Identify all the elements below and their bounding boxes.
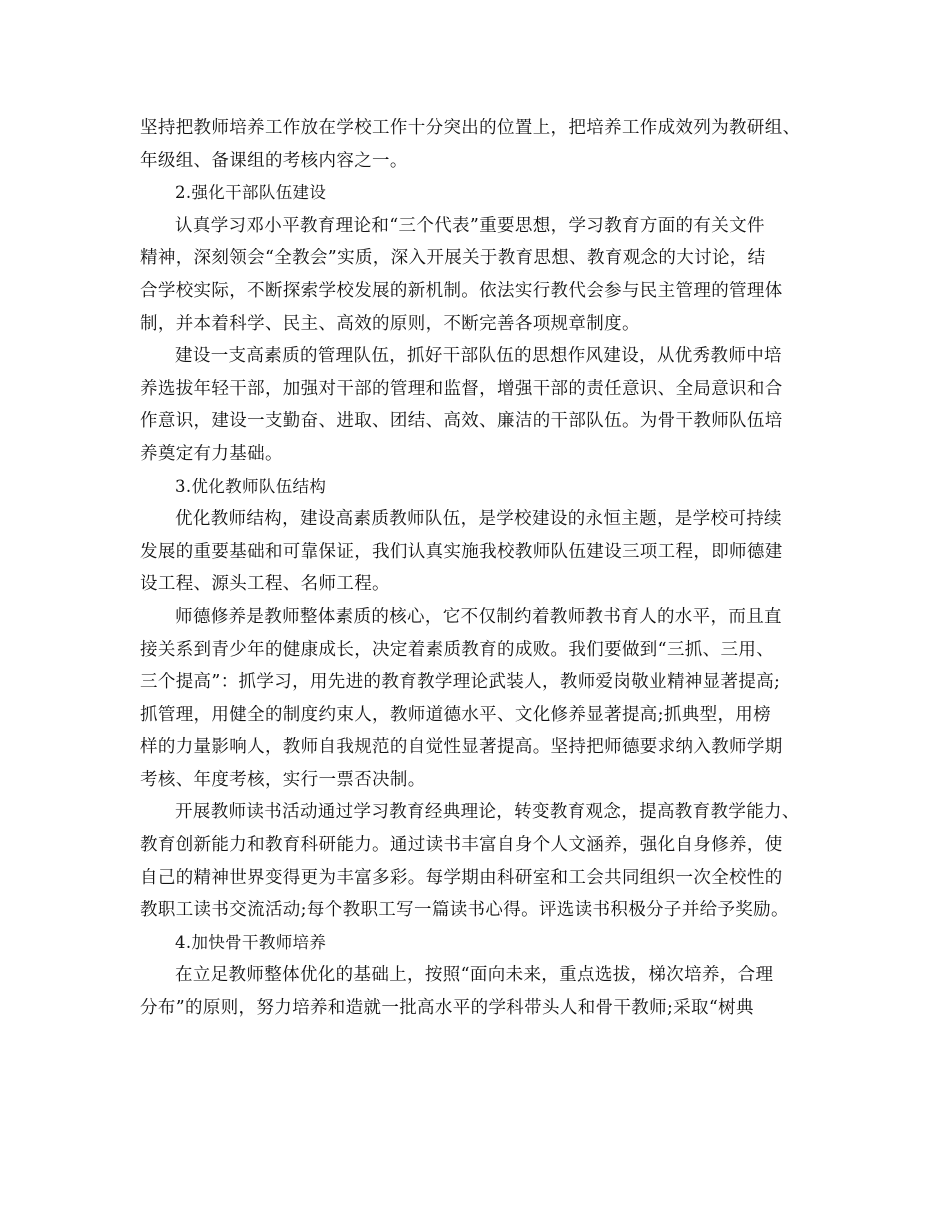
section-heading: 4.加快骨干教师培养 — [175, 932, 327, 952]
text-line: 年级组、备课组的考核内容之一。 — [140, 150, 408, 171]
text-line: 作意识，建设一支勤奋、进取、团结、高效、廉洁的干部队伍。为骨干教师队伍培 — [140, 411, 783, 432]
text-line: 制，并本着科学、民主、高效的原则，不断完善各项规章制度。 — [140, 313, 640, 334]
paragraph-first-line: 建设一支高素质的管理队伍，抓好干部队伍的思想作风建设，从优秀教师中培 — [175, 346, 782, 367]
text-line: 三个提高”：抓学习，用先进的教育教学理论武装人，教师爱岗敬业精神显著提高; — [140, 672, 781, 693]
text-line: 考核、年度考核，实行一票否决制。 — [140, 769, 426, 790]
section-heading: 2.强化干部队伍建设 — [175, 183, 327, 203]
text-line: 自己的精神世界变得更为丰富多彩。每学期由科研室和工会共同组织一次全校性的 — [140, 867, 783, 888]
paragraph-first-line: 开展教师读书活动通过学习教育经典理论，转变教育观念，提高教育教学能力、 — [175, 802, 800, 823]
text-line: 教职工读书交流活动;每个教职工写一篇读书心得。评选读书积极分子并给予奖励。 — [140, 900, 789, 921]
paragraph-first-line: 认真学习邓小平教育理论和“三个代表”重要思想，学习教育方面的有关文件 — [175, 215, 765, 236]
text-line: 发展的重要基础和可靠保证，我们认真实施我校教师队伍建设三项工程，即师德建 — [140, 541, 783, 562]
text-line: 分布”的原则，努力培养和造就一批高水平的学科带头人和骨干教师;采取“树典 — [140, 998, 754, 1019]
section-heading: 3.优化教师队伍结构 — [175, 476, 327, 496]
text-line: 精神，深刻领会“全教会”实质，深入开展关于教育思想、教育观念的大讨论，结 — [140, 248, 766, 269]
text-line: 抓管理，用健全的制度约束人，教师道德水平、文化修养显著提高;抓典型，用榜 — [140, 704, 771, 725]
text-line: 养奠定有力基础。 — [140, 443, 283, 464]
text-line: 设工程、源头工程、名师工程。 — [140, 574, 390, 595]
text-line: 养选拔年轻干部，加强对干部的管理和监督，增强干部的责任意识、全局意识和合 — [140, 378, 783, 399]
paragraph-first-line: 优化教师结构，建设高素质教师队伍，是学校建设的永恒主题，是学校可持续 — [175, 509, 782, 530]
paragraph-first-line: 师德修养是教师整体素质的核心，它不仅制约着教师教书育人的水平，而且直 — [175, 606, 782, 627]
paragraph-first-line: 在立足教师整体优化的基础上，按照“面向未来，重点选拔，梯次培养，合理 — [175, 965, 774, 986]
text-line: 样的力量影响人，教师自我规范的自觉性显著提高。坚持把师德要求纳入教师学期 — [140, 737, 783, 758]
text-line: 坚持把教师培养工作放在学校工作十分突出的位置上，把培养工作成效列为教研组、 — [140, 118, 801, 138]
text-line: 合学校实际，不断探索学校发展的新机制。依法实行教代会参与民主管理的管理体 — [140, 280, 783, 301]
text-line: 教育创新能力和教育科研能力。通过读书丰富自身个人文涵养，强化自身修养，使 — [140, 835, 783, 856]
text-line: 接关系到青少年的健康成长，决定着素质教育的成败。我们要做到“三抓、三用、 — [140, 639, 775, 660]
document-page — [140, 112, 820, 1025]
